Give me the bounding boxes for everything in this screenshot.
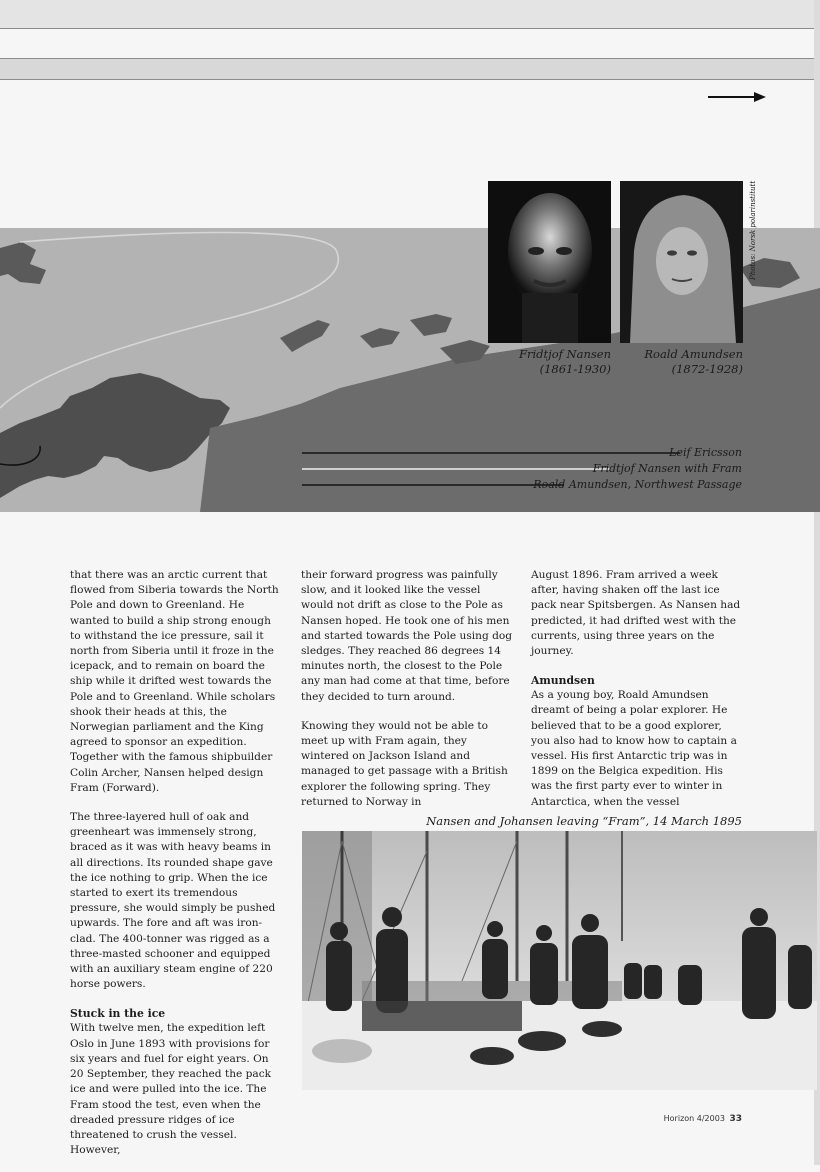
expedition-photo-graphic xyxy=(302,831,817,1090)
greenland-west xyxy=(0,242,46,284)
nansen-caption-name: Fridtjof Nansen xyxy=(519,347,611,361)
legend-line-nansen xyxy=(302,468,610,470)
paragraph: With twelve men, the expedition left Oslo in June 1893 with provisions for six years and fuel for eight years. On 20 September, they reached the pack ice and were pulled into the ice. The Fram stood the test, even when the dreaded pressure ridges of ice threatened to crush the vessel. However, xyxy=(70,1022,272,1157)
header-band xyxy=(0,0,820,29)
paragraph: that there was an arctic current that flowed from Siberia towards the North Pole and down to Greenland. He wanted to build a ship strong enough to withstand the ice pressure, sail it north from Siberia until it froze in the icepack, and to remain on board the ship while it drifted west towards the Pole and to Greenland. While scholars shook their heads at this, the Norwegian parliament and the King agreed to sponsor an expedition. Together with the famous shipbuilder Colin Archer, Nansen helped design Fram (Forward). xyxy=(70,569,279,794)
legend-label-amundsen: Roald Amundsen, Northwest Passage xyxy=(533,478,742,491)
amundsen-photo xyxy=(620,181,743,343)
photo-credit: Photos: Norsk polarinstitutt xyxy=(749,180,757,280)
paragraph: August 1896. Fram arrived a week after, having shaken off the last ice pack near Spitsbergen. As Nansen had predicted, it had drifted west with the currents, using three years on the journey. xyxy=(531,569,741,658)
faded-background-title xyxy=(170,108,191,176)
text-column-2 xyxy=(301,568,513,824)
nansen-photo xyxy=(488,181,611,343)
text-column-3 xyxy=(531,568,743,824)
paragraph: The three-layered hull of oak and greenheart was immensely strong, braced as it was with heavy beams in all directions. Its rounded shape gave the ice nothing to grip. When the ice started to exert its tremendous pressure, she would simply be pushed upwards. The fore and aft was iron-clad. The 400-tonner was rigged as a three-masted schooner and equipped with an auxiliary steam engine of 220 horse powers. xyxy=(70,811,276,991)
paragraph: As a young boy, Roald Amundsen dreamt of being a polar explorer. He believed that to be a good explorer, you also had to know how to captain a vessel. His first Antarctic trip was in 1899 on the Belgica expedition. His was the first party ever to winter in Antarctica, when the vessel xyxy=(531,689,737,808)
expedition-photo xyxy=(302,831,817,1090)
legend-label-nansen: Fridtjof Nansen with Fram xyxy=(592,462,742,475)
amundsen-caption-years: (1872-1928) xyxy=(671,362,743,376)
legend-label-ericsson: Leif Ericsson xyxy=(669,446,742,459)
page-number: 33 xyxy=(729,1114,742,1124)
publication-issue: Horizon 4/2003 xyxy=(663,1114,725,1123)
nansen-portrait xyxy=(488,181,611,343)
section-heading: Stuck in the ice xyxy=(70,1007,166,1021)
continue-arrow-icon xyxy=(708,90,766,104)
section-heading: Amundsen xyxy=(531,674,595,688)
amundsen-portrait xyxy=(620,181,743,343)
nansen-caption-years: (1861-1930) xyxy=(539,362,611,376)
paragraph: Knowing they would not be able to meet up with Fram again, they wintered on Jackson Island and managed to get passage with a British explorer the following spring. They returned to Norway in xyxy=(301,719,508,808)
legend-line-ericsson xyxy=(302,452,680,454)
nansen-caption xyxy=(481,347,611,377)
amundsen-caption xyxy=(613,347,743,377)
photo-caption: Nansen and Johansen leaving “Fram”, 14 March 1895 xyxy=(426,814,742,828)
text-column-1 xyxy=(70,568,282,1172)
paragraph: their forward progress was painfully slow, and it looked like the vessel would not drift as close to the Pole as Nansen hoped. He took one of his men and started towards the Pole using dog sledges. They reached 86 degrees 14 minutes north, the closest to the Pole any man had come at that time, before they decided to turn around. xyxy=(301,569,513,703)
drift-route-line xyxy=(0,233,338,409)
amundsen-caption-name: Roald Amundsen xyxy=(644,347,743,361)
page-footer xyxy=(664,1114,742,1124)
legend-line-amundsen xyxy=(302,484,564,486)
scandinavia-landmass xyxy=(0,373,230,498)
header-rule-band xyxy=(0,58,820,80)
